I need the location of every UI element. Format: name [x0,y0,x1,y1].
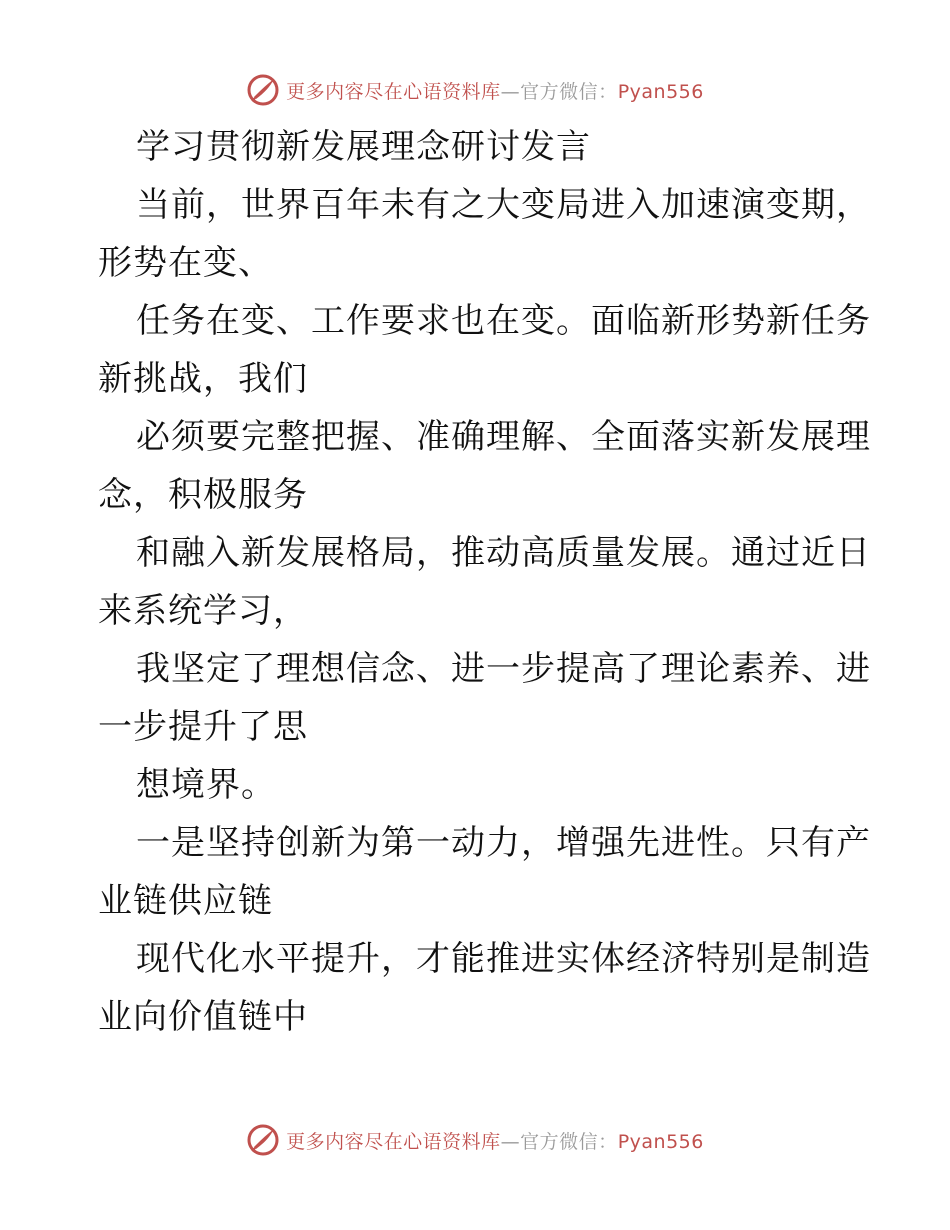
text-line: 任务在变、工作要求也在变。面临新形势新任务 [136,301,871,341]
text-line: 业链供应链 [98,881,273,921]
text-line: 一步提升了思 [98,707,308,747]
header-banner [0,70,950,110]
text-line: 一是坚持创新为第一动力，增强先进性。只有产 [136,823,871,863]
text-line: 新挑战，我们 [98,359,308,399]
banner-main-text: 更多内容尽在心语资料库 [286,1130,501,1153]
banner-official-label: 官方微信： [520,80,618,103]
text-line: 业向价值链中 [98,997,308,1037]
footer-banner [0,1120,950,1160]
banner-text [286,1127,704,1154]
text-line: 念，积极服务 [98,475,308,515]
text-line: 来系统学习， [98,591,308,631]
banner-main-text: 更多内容尽在心语资料库 [286,80,501,103]
banner-official-label: 官方微信： [520,1130,618,1153]
document-title: 学习贯彻新发展理念研讨发言 [136,127,591,167]
banner-wechat-id: Pyan556 [617,80,704,103]
text-line: 想境界。 [136,765,276,805]
text-line: 必须要完整把握、准确理解、全面落实新发展理 [136,417,871,457]
banner-text [286,77,704,104]
text-line: 形势在变、 [98,243,273,283]
banner-wechat-id: Pyan556 [617,1130,704,1153]
text-line: 现代化水平提升，才能推进实体经济特别是制造 [136,939,871,979]
banner-separator: — [500,1130,521,1153]
text-line: 和融入新发展格局，推动高质量发展。通过近日 [136,533,871,573]
document-body [98,118,871,1046]
text-line: 我坚定了理想信念、进一步提高了理论素养、进 [136,649,871,689]
banner-separator: — [500,80,521,103]
text-line: 当前，世界百年未有之大变局进入加速演变期， [136,185,871,225]
quill-logo-icon [246,73,280,107]
quill-logo-icon [246,1123,280,1157]
